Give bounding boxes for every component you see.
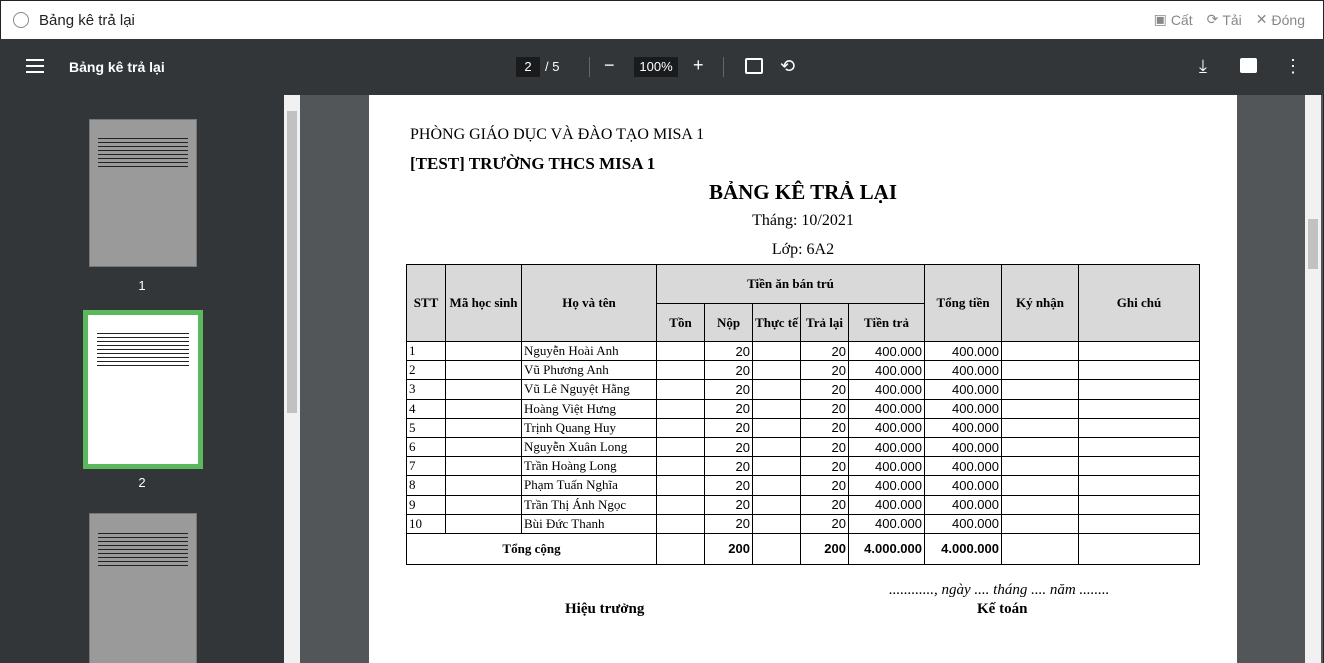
table-cell: 6 — [407, 437, 446, 456]
document-title: Bảng kê trả lại — [69, 59, 165, 75]
table-cell: Hoàng Việt Hưng — [522, 399, 657, 418]
col-signature: Ký nhận — [1002, 265, 1079, 342]
table-cell: 20 — [705, 495, 753, 514]
principal-signature-label: Hiệu trưởng — [565, 601, 645, 617]
total-row: Tổng cộng 200 200 4.000.000 4.000.000 — [407, 533, 1200, 564]
table-cell: 20 — [705, 457, 753, 476]
table-cell: 400.000 — [925, 495, 1002, 514]
report-class: Lớp: 6A2 — [771, 241, 835, 258]
refresh-icon: ⟳ — [1206, 11, 1219, 27]
table-row — [407, 361, 1200, 380]
table-cell: 400.000 — [849, 399, 925, 418]
table-row — [407, 380, 1200, 399]
print-icon[interactable] — [1240, 58, 1257, 73]
table-cell: 400.000 — [925, 514, 1002, 533]
col-paid: Nộp — [705, 304, 753, 342]
table-cell: Vũ Lê Nguyệt Hằng — [522, 380, 657, 399]
table-cell: 400.000 — [925, 476, 1002, 495]
save-icon: ▣ — [1153, 11, 1167, 27]
table-cell: 4 — [407, 399, 446, 418]
col-name: Họ và tên — [522, 265, 657, 342]
table-cell: 400.000 — [849, 437, 925, 456]
table-cell: 20 — [801, 342, 849, 361]
table-cell: 400.000 — [849, 380, 925, 399]
app-icon — [13, 12, 29, 28]
col-group-meal: Tiền ăn bán trú — [657, 265, 925, 304]
close-icon: ✕ — [1255, 11, 1268, 27]
table-cell: 20 — [801, 437, 849, 456]
page-number-input[interactable]: 2 — [516, 57, 540, 77]
table-row — [407, 495, 1200, 514]
table-cell: 20 — [705, 514, 753, 533]
table-cell: 10 — [407, 514, 446, 533]
col-note: Ghi chú — [1079, 265, 1200, 342]
menu-icon[interactable] — [26, 59, 44, 73]
table-cell: 20 — [705, 418, 753, 437]
col-returned: Trả lại — [801, 304, 849, 342]
table-cell: 20 — [705, 361, 753, 380]
table-cell: 400.000 — [925, 342, 1002, 361]
zoom-input[interactable]: 100% — [634, 57, 678, 77]
table-cell: 20 — [705, 342, 753, 361]
report-month: Tháng: 10/2021 — [752, 212, 854, 229]
table-row — [407, 399, 1200, 418]
table-cell: 400.000 — [849, 476, 925, 495]
document-viewport — [300, 95, 1324, 663]
fit-page-icon[interactable] — [745, 58, 763, 74]
table-cell: 1 — [407, 342, 446, 361]
document-page — [369, 95, 1237, 663]
window-title: Bảng kê trả lại — [39, 11, 135, 29]
table-cell: 400.000 — [925, 437, 1002, 456]
table-cell: Vũ Phương Anh — [522, 361, 657, 380]
table-cell: Nguyễn Hoài Anh — [522, 342, 657, 361]
save-button[interactable]: ▣ Cất — [1153, 11, 1193, 28]
zoom-in-icon[interactable]: + — [693, 55, 704, 75]
main-scrollbar[interactable] — [1305, 95, 1321, 663]
table-row — [407, 476, 1200, 495]
table-cell: 5 — [407, 418, 446, 437]
col-balance: Tồn — [657, 304, 705, 342]
thumbnail-label: 2 — [138, 475, 146, 490]
thumbnail-page-3[interactable] — [89, 513, 197, 663]
table-cell: Phạm Tuấn Nghĩa — [522, 476, 657, 495]
table-cell: 400.000 — [849, 514, 925, 533]
table-row — [407, 457, 1200, 476]
accountant-signature-label: Kế toán — [977, 601, 1028, 617]
thumbnail-sidebar — [0, 95, 300, 663]
col-refund-amount: Tiền trả — [849, 304, 925, 342]
col-actual: Thực tế — [753, 304, 801, 342]
refund-table — [406, 264, 1200, 565]
page-total: / 5 — [545, 59, 560, 74]
col-stt: STT — [407, 265, 446, 342]
table-cell: 400.000 — [849, 457, 925, 476]
table-cell: 20 — [801, 361, 849, 380]
more-icon[interactable]: ⋮ — [1284, 56, 1302, 76]
table-cell: 400.000 — [849, 342, 925, 361]
table-cell: 20 — [801, 476, 849, 495]
table-cell: 20 — [801, 514, 849, 533]
table-row — [407, 514, 1200, 533]
zoom-out-icon[interactable]: − — [604, 55, 615, 75]
table-cell: 8 — [407, 476, 446, 495]
divider — [723, 57, 724, 77]
table-cell: 2 — [407, 361, 446, 380]
col-student-id: Mã học sinh — [446, 265, 522, 342]
table-cell: 400.000 — [925, 361, 1002, 380]
table-cell: Trần Hoàng Long — [522, 457, 657, 476]
table-cell: 9 — [407, 495, 446, 514]
report-title: BẢNG KÊ TRẢ LẠI — [708, 180, 898, 204]
sidebar-scrollbar[interactable] — [284, 95, 300, 663]
table-cell: 20 — [705, 399, 753, 418]
school-name: [TEST] TRƯỜNG THCS MISA 1 — [410, 154, 656, 173]
col-total: Tổng tiền — [925, 265, 1002, 342]
divider — [589, 57, 590, 77]
table-cell: 20 — [705, 380, 753, 399]
table-cell: 400.000 — [925, 380, 1002, 399]
table-cell: 400.000 — [849, 495, 925, 514]
table-row — [407, 418, 1200, 437]
table-cell: Nguyễn Xuân Long — [522, 437, 657, 456]
table-cell: 400.000 — [925, 418, 1002, 437]
date-line: ............, ngày .... tháng .... năm ........ — [889, 582, 1110, 598]
table-cell: 20 — [801, 399, 849, 418]
table-cell: Trần Thị Ánh Ngọc — [522, 495, 657, 514]
download-icon[interactable]: ⤓ — [1199, 56, 1207, 76]
table-cell: 400.000 — [849, 361, 925, 380]
table-cell: 20 — [801, 495, 849, 514]
table-cell: 400.000 — [925, 399, 1002, 418]
table-cell: 7 — [407, 457, 446, 476]
table-row — [407, 437, 1200, 456]
table-cell: 400.000 — [849, 418, 925, 437]
table-cell: 20 — [801, 457, 849, 476]
table-row — [407, 342, 1200, 361]
table-cell: Bùi Đức Thanh — [522, 514, 657, 533]
close-button[interactable]: ✕ Đóng — [1255, 11, 1305, 28]
table-cell: 20 — [801, 380, 849, 399]
thumbnail-label: 1 — [138, 278, 146, 293]
org-name: PHÒNG GIÁO DỤC VÀ ĐÀO TẠO MISA 1 — [410, 126, 705, 143]
table-cell: 20 — [801, 418, 849, 437]
thumbnail-page-2[interactable] — [83, 310, 203, 469]
rotate-icon[interactable]: ⟲ — [780, 56, 796, 76]
table-cell: 20 — [705, 476, 753, 495]
pdf-toolbar — [0, 39, 1324, 95]
window-titlebar — [0, 0, 1324, 39]
thumbnail-page-1[interactable] — [89, 119, 197, 267]
table-cell: Trịnh Quang Huy — [522, 418, 657, 437]
download-button[interactable]: ⟳ Tải — [1206, 11, 1242, 28]
table-cell: 3 — [407, 380, 446, 399]
table-cell: 400.000 — [925, 457, 1002, 476]
table-cell: 20 — [705, 437, 753, 456]
